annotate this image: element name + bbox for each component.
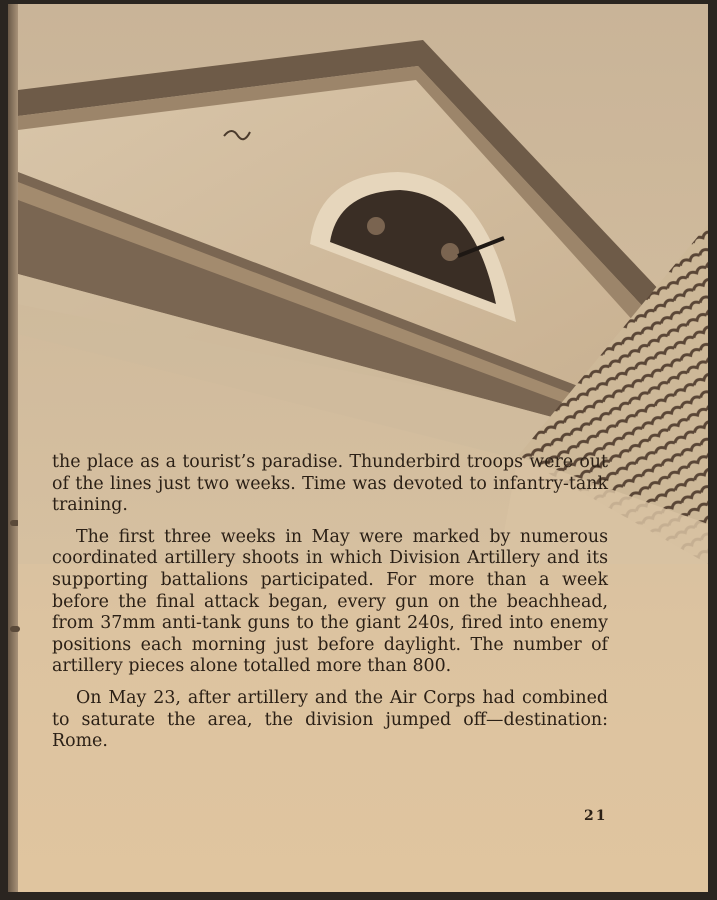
binding-stitch [10, 626, 20, 632]
book-page [8, 4, 708, 892]
paragraph: The first three weeks in May were marked by numerous coordinated artillery shoots in which Division Artillery and its supporting battalions participated. For more than a week before the final attack began, every gun on the beachhead, from 37mm anti-tank guns to the giant 240s, fired into enemy positions each morning just before daylight. The number of artillery pieces alone totalled more than 800. [52, 526, 608, 677]
paragraph: the place as a tourist’s paradise. Thunderbird troops were out of the lines just two weeks. Time was devoted to infantry-tank training. [52, 452, 608, 516]
book-spine [8, 4, 18, 892]
paragraph: On May 23, after artillery and the Air Corps had combined to saturate the area, the division jumped off—destination: Rome. [52, 687, 608, 752]
page-number: 21 [584, 808, 608, 824]
body-text [52, 452, 608, 763]
